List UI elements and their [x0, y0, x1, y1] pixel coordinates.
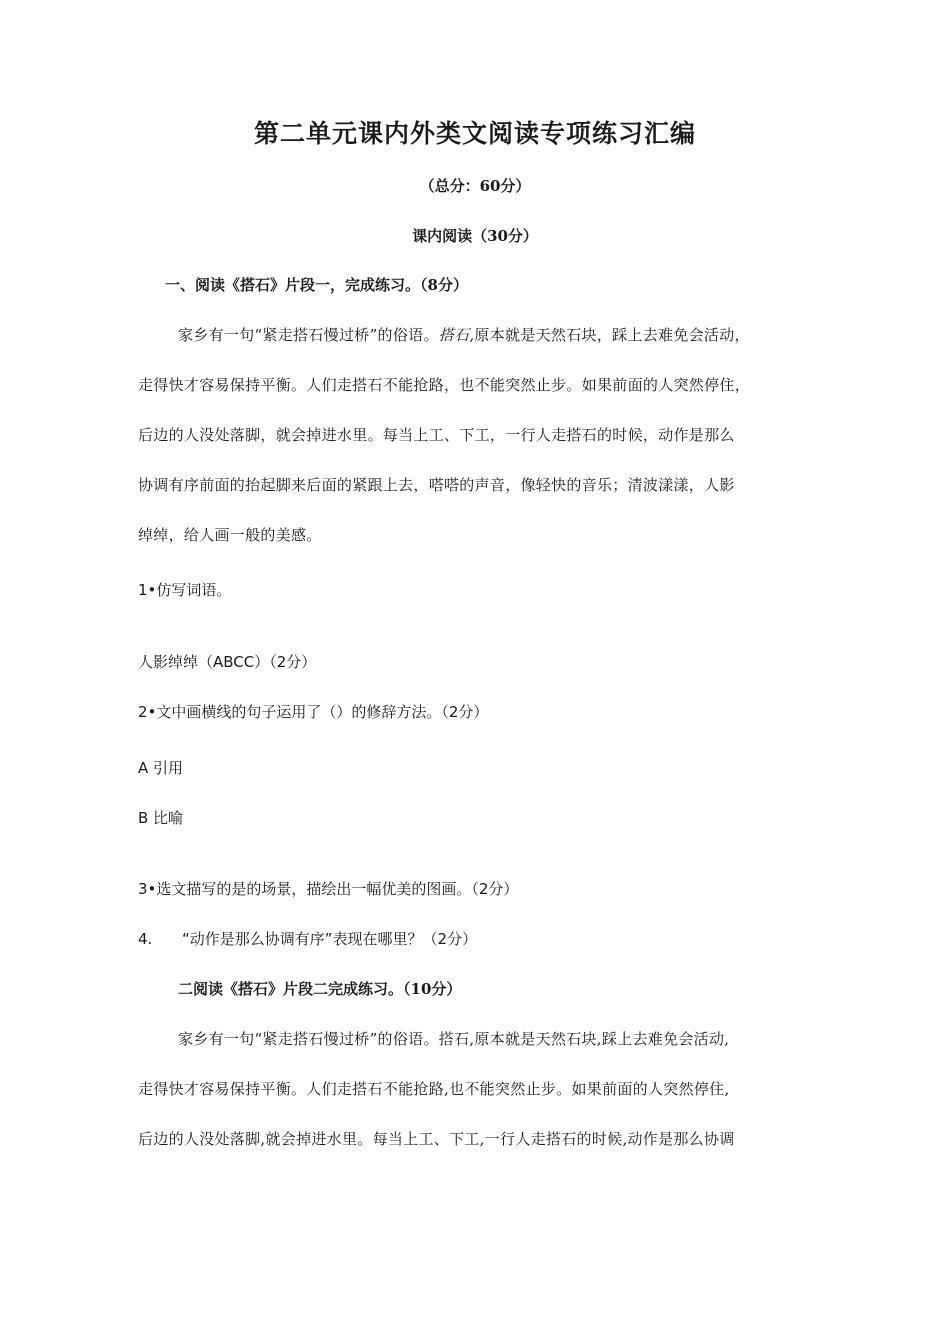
emphasized-word: 搭石,	[438, 326, 475, 344]
question-4-number: 4.	[138, 930, 153, 948]
part1-paragraph-line: 走得快才容易保持平衡。人们走搭石不能抢路，也不能突然止步。如果前面的人突然停住，	[138, 376, 751, 394]
question-1: 1•仿写词语。	[138, 581, 232, 599]
question-2-option-a: A 引用	[138, 759, 184, 777]
line-text: 家乡有一句“紧走搭石慢过桥”的俗语。	[178, 326, 439, 344]
question-3: 3•选文描写的是的场景，描绘出一幅优美的图画。（2分）	[138, 880, 519, 898]
question-2: 2•文中画横线的句子运用了（）的修辞方法。（2分）	[138, 703, 489, 721]
part2-heading: 二阅读《搭石》片段二完成练习。（10分）	[178, 980, 462, 998]
page-title: 第二单元课内外类文阅读专项练习汇编	[253, 119, 696, 148]
part2-paragraph-line: 家乡有一句“紧走搭石慢过桥”的俗语。搭石,原本就是天然石块,踩上去难免会活动,	[178, 1030, 730, 1048]
section-in-class-reading: 课内阅读（30分）	[412, 227, 538, 245]
part1-paragraph-line: 协调有序前面的抬起脚来后面的紧跟上去，嗒嗒的声音，像轻快的音乐；清波漾漾，人影	[138, 476, 735, 494]
line-text: 原本就是天然石块，踩上去难免会活动，	[474, 326, 750, 344]
part1-paragraph-line: 绰绰，给人画一般的美感。	[138, 526, 322, 544]
part1-heading: 一、阅读《搭石》片段一，完成练习。（8分）	[165, 276, 468, 294]
total-score: （总分：60分）	[419, 177, 531, 195]
part1-paragraph-line	[178, 328, 750, 343]
question-4: “动作是那么协调有序”表现在哪里？（2分）	[182, 930, 478, 948]
part1-paragraph-line: 后边的人没处落脚，就会掉进水里。每当上工、下工，一行人走搭石的时候，动作是那么	[138, 426, 735, 444]
question-2-option-b: B 比喻	[138, 809, 184, 827]
part2-paragraph-line: 后边的人没处落脚,就会掉进水里。每当上工、下工,一行人走搭石的时候,动作是那么协调	[138, 1130, 735, 1148]
question-1-item: 人影绰绰（ABCC）（2分）	[138, 653, 317, 671]
part2-paragraph-line: 走得快才容易保持平衡。人们走搭石不能抢路,也不能突然止步。如果前面的人突然停住,	[138, 1080, 730, 1098]
